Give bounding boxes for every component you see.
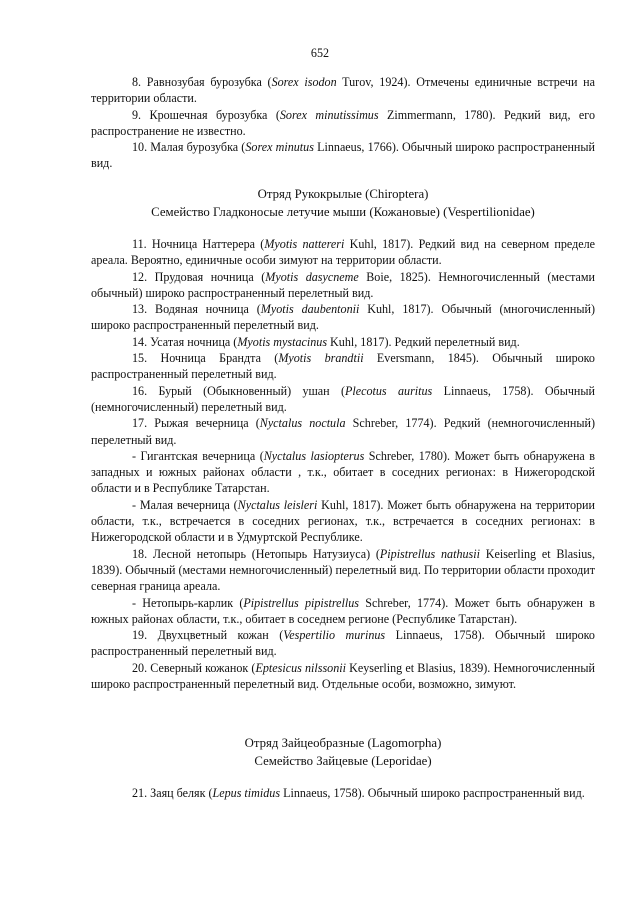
section-shrews (91, 74, 595, 172)
family-title: Семейство Гладконосые летучие мыши (Кожановые) (Vespertilionidae) (151, 204, 535, 219)
species-entry: 10. Малая бурозубка (Sorex minutus Linnaeus, 1766). Обычный широко распространенный вид. (91, 140, 596, 171)
species-entry: 19. Двухцветный кожан (Vespertilio murinus Linnaeus, 1758). Обычный широко распространенный перелетный вид. (91, 628, 595, 659)
species-entry: 14. Усатая ночница (Myotis mystacinus Kuhl, 1817). Редкий перелетный вид. (132, 334, 520, 349)
species-entry: 13. Водяная ночница (Myotis daubentonii Kuhl, 1817). Обычный (многочисленный) широко распространенный перелетный вид. (91, 302, 595, 333)
species-entry: 18. Лесной нетопырь (Нетопырь Натузиуса) (Pipistrellus nathusii Keiserling et Blasius, 1839). Обычный (местами немногочисленный) перелетный вид. По территории области проходит северная граница ареала. (91, 546, 595, 594)
family-title: Семейство Зайцевые (Leporidae) (254, 753, 432, 768)
order-title: Отряд Рукокрылые (Chiroptera) (257, 187, 429, 201)
species-entry: 16. Бурый (Обыкновенный) ушан (Plecotus auritus Linnaeus, 1758). Обычный (немногочисленный) перелетный вид. (91, 383, 595, 414)
section-bats (91, 236, 595, 692)
section-hares (91, 785, 595, 801)
heading-lagomorpha (91, 735, 595, 770)
species-entry: 15. Ночница Брандта (Myotis brandtii Eversmann, 1845). Обычный широко распространенный перелетный вид. (91, 351, 595, 382)
species-entry: 21. Заяц беляк (Lepus timidus Linnaeus, 1758). Обычный широко распространенный вид. (132, 786, 585, 800)
species-entry: 11. Ночница Наттерера (Myotis nattereri Kuhl, 1817). Редкий вид на северном пределе ареала. Вероятно, единичные особи зимуют на территории области. (91, 237, 596, 268)
species-entry: - Малая вечерница (Nyctalus leisleri Kuhl, 1817). Может быть обнаружена на территории области, т.к., встречается в соседних регионах, т.к., встречается в соседних регионах: в Нижегородской области и в Удмуртской Республике. (91, 497, 595, 545)
species-entry: - Гигантская вечерница (Nyctalus lasiopterus Schreber, 1780). Может быть обнаружена в западных и южных районах области , т.к., обитает в соседних регионах: в Нижегородской области и в Республике Татарстан. (91, 448, 595, 496)
order-title: Отряд Зайцеобразные (Lagomorpha) (244, 736, 442, 750)
heading-chiroptera (91, 186, 595, 221)
species-entry: 20. Северный кожанок (Eptesicus nilssonii Keyserling et Blasius, 1839). Немногочисленный широко распространенный перелетный вид. Отдельные особи, возможно, зимуют. (91, 660, 595, 692)
species-entry: 12. Прудовая ночница (Myotis dasycneme Boie, 1825). Немногочисленный (местами обычный) широко распространенный перелетный вид. (91, 269, 595, 300)
species-entry: 8. Равнозубая бурозубка (Sorex isodon Turov, 1924). Отмечены единичные встречи на территории области. (91, 75, 595, 106)
species-entry: 17. Рыжая вечерница (Nyctalus noctula Schreber, 1774). Редкий (немногочисленный) перелетный вид. (91, 416, 595, 447)
species-entry: 9. Крошечная бурозубка (Sorex minutissimus Zimmermann, 1780). Редкий вид, его распространение не известно. (91, 107, 595, 138)
species-entry: - Нетопырь-карлик (Pipistrellus pipistrellus Schreber, 1774). Может быть обнаружен в южных районах области, т.к., обитает в соседнем регионе (Республике Татарстан). (91, 595, 595, 626)
page-number: 652 (310, 46, 330, 60)
